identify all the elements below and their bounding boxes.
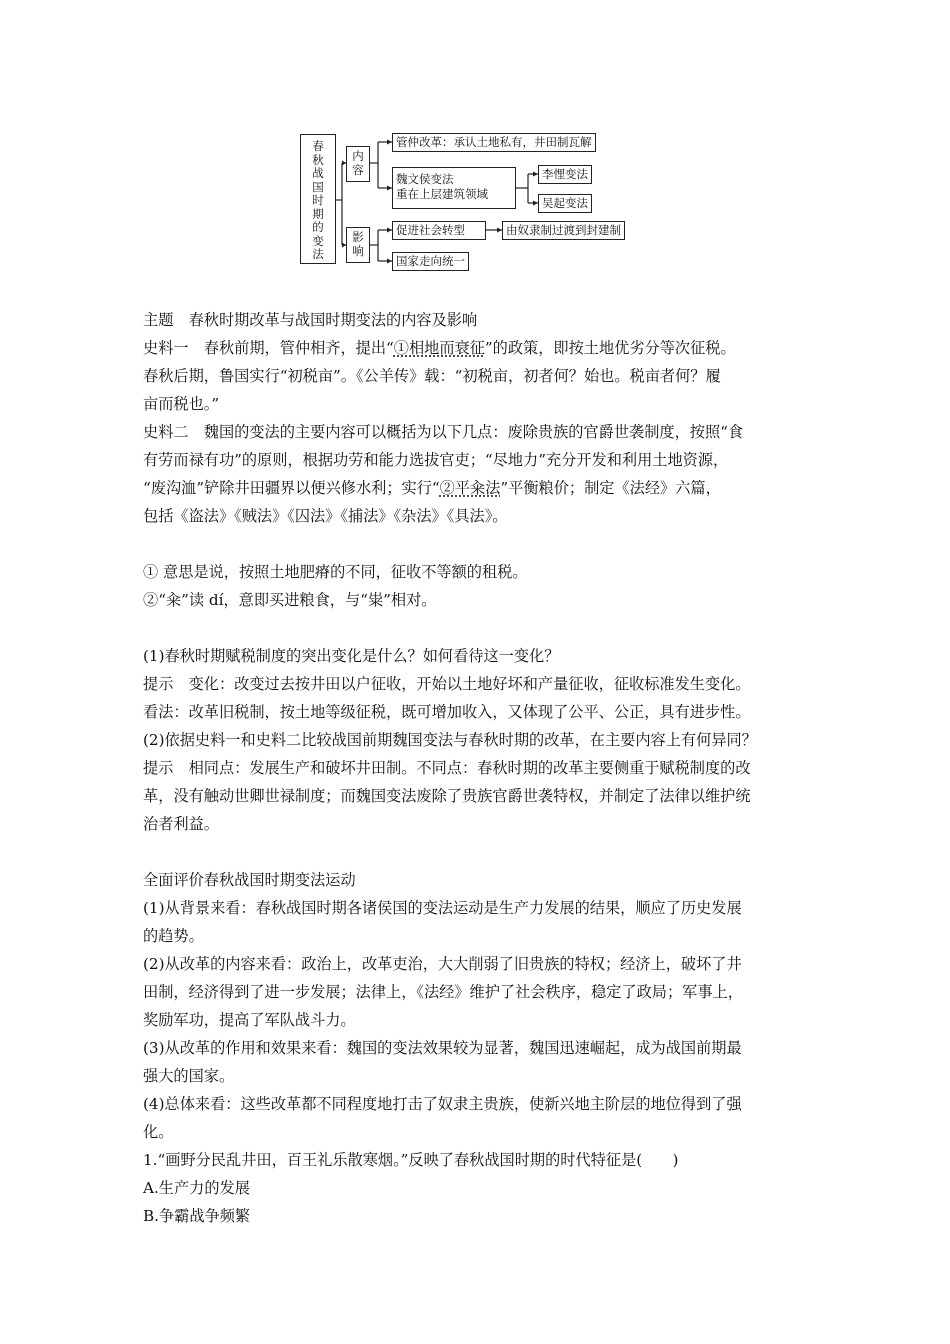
document-body xyxy=(143,306,823,1230)
source-one-marked: ①相地而衰征 xyxy=(393,339,485,357)
sub-item-wuqi: 吴起变法 xyxy=(538,194,592,213)
structure-diagram xyxy=(298,130,648,270)
footnote-1: ① 意思是说，按照土地肥瘠的不同，征收不等额的租税。 xyxy=(143,563,528,581)
source-one-suffix: ”的政策，即按土地优劣分等次征税。 xyxy=(484,339,736,357)
source-one-prefix: 史料一 春秋前期，管仲相齐，提出“ xyxy=(143,339,394,357)
impact-item-transition: 促进社会转型 xyxy=(392,221,486,240)
evaluation-1-line2: 的趋势。 xyxy=(143,927,204,945)
multiple-choice-question: 1.“画野分民乱井田，百王礼乐散寒烟。”反映了春秋战国时期的时代特征是( ) xyxy=(143,1151,679,1169)
evaluation-1-line1: (1)从背景来看：春秋战国时期各诸侯国的变法运动是生产力发展的结果，顺应了历史发展 xyxy=(143,899,742,917)
source-one-line1 xyxy=(143,334,823,362)
answer-2-line2: 革，没有触动世卿世禄制度；而魏国变法废除了贵族官爵世袭特权，并制定了法律以维护统 xyxy=(143,787,751,805)
answer-1-line2: 看法：改革旧税制，按土地等级征税，既可增加收入，又体现了公平、公正，具有进步性。 xyxy=(143,703,751,721)
content-item-wei-line2: 重在上层建筑领域 xyxy=(396,187,488,201)
root-label: 春秋战国时期的变法 xyxy=(312,139,324,261)
answer-1-line1: 提示 变化：改变过去按井田以户征收，开始以土地好坏和产量征收，征收标准发生变化。 xyxy=(143,675,751,693)
source-one-line3: 亩而税也。” xyxy=(143,395,220,413)
source-two-line3 xyxy=(143,474,823,502)
topic-heading: 主题 春秋时期改革与战国时期变法的内容及影响 xyxy=(143,311,478,329)
option-b: B.争霸战争频繁 xyxy=(143,1207,251,1225)
source-two-line2: 有劳而禄有功”的原则，根据功劳和能力选拔官吏；“尽地力”充分开发和利用土地资源， xyxy=(143,451,729,469)
content-box xyxy=(346,146,370,182)
impact-item-result: 由奴隶制过渡到封建制 xyxy=(502,221,625,240)
source-two-line4: 包括《盗法》《贼法》《囚法》《捕法》《杂法》《具法》。 xyxy=(143,507,508,525)
evaluation-2-line2: 田制，经济得到了进一步发展；法律上，《法经》维护了社会秩序，稳定了政局；军事上， xyxy=(143,983,743,1001)
impact-label: 影响 xyxy=(352,230,364,258)
option-a: A.生产力的发展 xyxy=(143,1179,250,1197)
sub-item-likui: 李悝变法 xyxy=(538,165,592,184)
evaluation-4-line2: 化。 xyxy=(143,1123,174,1141)
evaluation-3-line2: 强大的国家。 xyxy=(143,1067,235,1085)
content-label: 内容 xyxy=(352,149,364,177)
source-one-line2: 春秋后期，鲁国实行“初税亩”。《公羊传》载：“初税亩，初者何？始也。税亩者何？履 xyxy=(143,367,721,385)
evaluation-4-line1: (4)总体来看：这些改革都不同程度地打击了奴隶主贵族，使新兴地主阶层的地位得到了强 xyxy=(143,1095,742,1113)
source-two-prefix: “废沟洫”铲除井田疆界以便兴修水利；实行“ xyxy=(143,479,440,497)
source-two-marked: ②平籴法 xyxy=(439,479,501,497)
question-2: (2)依据史料一和史料二比较战国前期魏国变法与春秋时期的改革，在主要内容上有何异同？ xyxy=(143,731,757,749)
content-item-wei xyxy=(392,167,516,209)
source-two-suffix: ”平衡粮价；制定《法经》六篇， xyxy=(500,479,721,497)
evaluation-title: 全面评价春秋战国时期变法运动 xyxy=(143,871,356,889)
footnote-2: ②“籴”读 dí，意即买进粮食，与“粜”相对。 xyxy=(143,591,437,609)
impact-box xyxy=(346,227,370,263)
answer-2-line1: 提示 相同点：发展生产和破坏井田制。不同点：春秋时期的改革主要侧重于赋税制度的改 xyxy=(143,759,751,777)
evaluation-3-line1: (3)从改革的作用和效果来看：魏国的变法效果较为显著，魏国迅速崛起，成为战国前期最 xyxy=(143,1039,742,1057)
question-1: (1)春秋时期赋税制度的突出变化是什么？如何看待这一变化？ xyxy=(143,647,560,665)
evaluation-2-line1: (2)从改革的内容来看：政治上，改革吏治，大大削弱了旧贵族的特权；经济上，破坏了井 xyxy=(143,955,742,973)
content-item-guanzhong: 管仲改革：承认土地私有，井田制瓦解 xyxy=(392,133,596,152)
impact-item-unification: 国家走向统一 xyxy=(392,252,469,271)
evaluation-2-line3: 奖励军功，提高了军队战斗力。 xyxy=(143,1011,356,1029)
answer-2-line3: 治者利益。 xyxy=(143,815,219,833)
content-item-wei-line1: 魏文侯变法 xyxy=(396,172,454,186)
source-two-line1: 史料二 魏国的变法的主要内容可以概括为以下几点：废除贵族的官爵世袭制度，按照“食 xyxy=(143,423,744,441)
diagram-root-box xyxy=(300,134,336,264)
